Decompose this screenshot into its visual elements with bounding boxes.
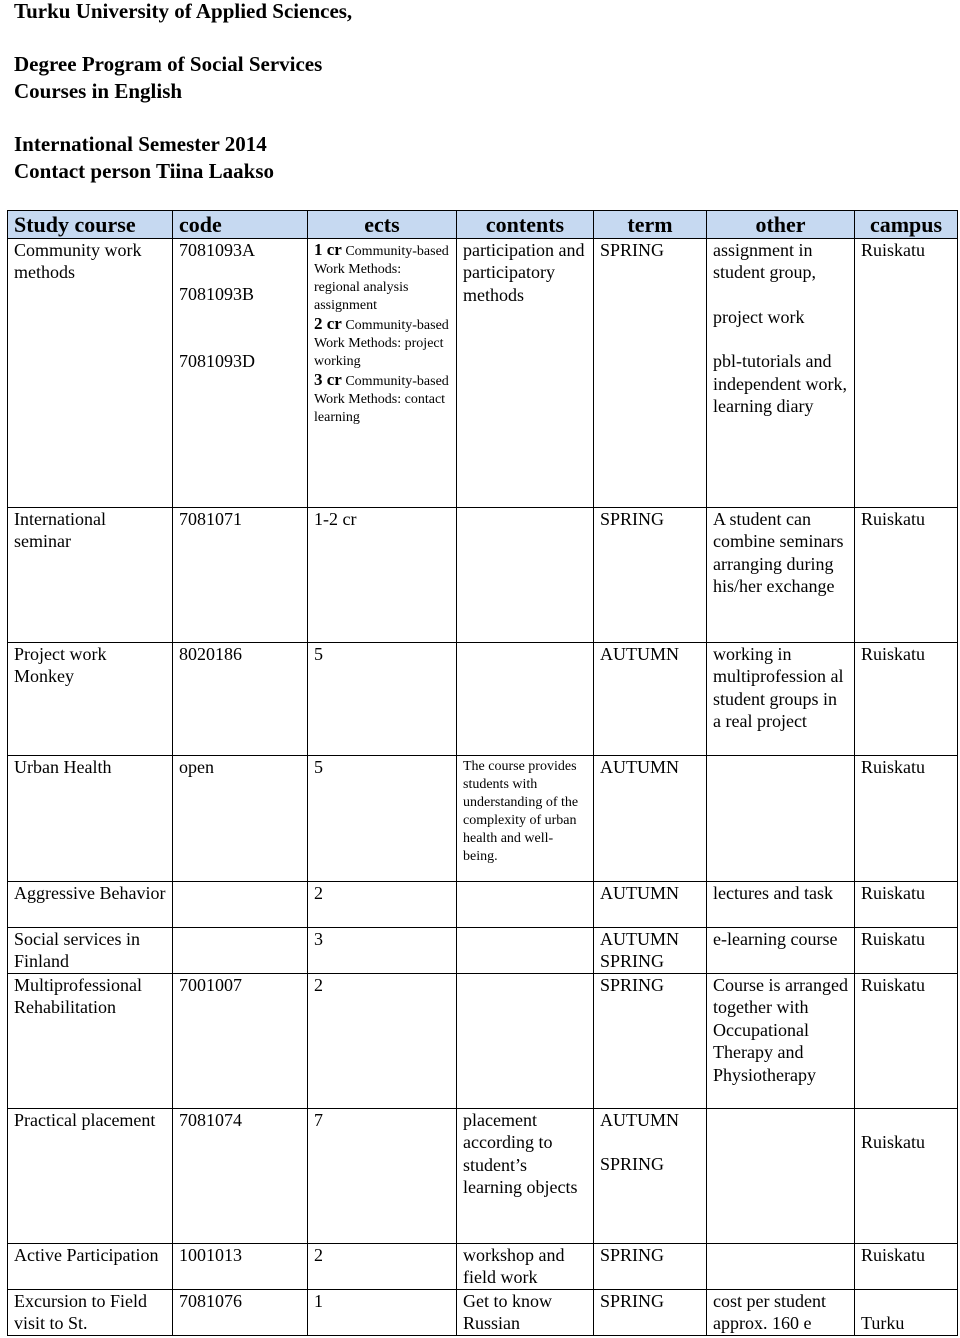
course-other: working in multiprofession al student groups in a real project <box>707 643 855 756</box>
contact-person: Contact person Tiina Laakso <box>14 159 275 183</box>
course-name: International seminar <box>8 508 173 643</box>
ects-3-desc: Community-based Work Methods: contact learning <box>314 374 449 425</box>
course-campus: Ruiskatu <box>855 882 958 928</box>
course-other <box>707 239 855 508</box>
course-code: 7081071 <box>173 508 308 643</box>
course-name: Project work Monkey <box>8 643 173 756</box>
course-name: Aggressive Behavior <box>8 882 173 928</box>
course-contents: participation and participatory methods <box>457 239 594 508</box>
col-header-campus: campus <box>855 211 958 239</box>
table-row <box>8 882 958 928</box>
course-contents: The course provides students with understanding of the complexity of urban health and well-being. <box>457 756 594 882</box>
university-title: Turku University of Applied Sciences, <box>14 0 353 23</box>
course-term: AUTUMN <box>594 882 707 928</box>
course-campus: Ruiskatu <box>855 239 958 508</box>
course-table <box>7 210 958 1336</box>
ects-2-cr: 2 cr <box>314 314 342 333</box>
course-term: AUTUMN <box>594 643 707 756</box>
course-name: Urban Health <box>8 756 173 882</box>
course-code: 1001013 <box>173 1244 308 1290</box>
course-campus: Ruiskatu <box>855 974 958 1109</box>
term-2: SPRING <box>600 951 665 972</box>
col-header-term: term <box>594 211 707 239</box>
table-row <box>8 928 958 974</box>
course-term: SPRING <box>594 508 707 643</box>
course-name: Active Participation <box>8 1244 173 1290</box>
table-row <box>8 756 958 882</box>
code-d: 7081093D <box>179 350 255 371</box>
course-ects: 7 <box>308 1109 457 1244</box>
course-ects: 5 <box>308 643 457 756</box>
course-campus: Ruiskatu <box>855 1109 958 1244</box>
table-row <box>8 508 958 643</box>
course-campus: Turku <box>855 1290 958 1336</box>
other-3: pbl-tutorials and independent work, learning diary <box>713 351 847 417</box>
course-ects: 2 <box>308 1244 457 1290</box>
course-other: A student can combine seminars arranging during his/her exchange <box>707 508 855 643</box>
course-term <box>594 928 707 974</box>
code-b: 7081093B <box>179 284 255 305</box>
course-other <box>707 756 855 882</box>
course-other: e-learning course <box>707 928 855 974</box>
course-name: Community work methods <box>8 239 173 508</box>
other-1: assignment in student group, <box>713 240 816 283</box>
course-code: open <box>173 756 308 882</box>
course-term: SPRING <box>594 1244 707 1290</box>
course-contents <box>457 882 594 928</box>
table-row <box>8 1244 958 1290</box>
course-name: Excursion to Field visit to St. <box>8 1290 173 1336</box>
course-other: Course is arranged together with Occupational Therapy and Physiotherapy <box>707 974 855 1109</box>
table-header-row <box>8 211 958 239</box>
ects-2-desc: Community-based Work Methods: project working <box>314 318 449 369</box>
course-code: 8020186 <box>173 643 308 756</box>
table-row <box>8 643 958 756</box>
course-term: AUTUMN <box>594 756 707 882</box>
code-a: 7081093A <box>179 240 255 260</box>
course-ects: 3 <box>308 928 457 974</box>
course-term <box>594 1109 707 1244</box>
course-code <box>173 928 308 974</box>
course-campus: Ruiskatu <box>855 756 958 882</box>
course-other <box>707 1109 855 1244</box>
term-1: AUTUMN <box>600 1110 679 1130</box>
term-1: AUTUMN <box>600 929 679 949</box>
table-row <box>8 974 958 1109</box>
course-term: SPRING <box>594 239 707 508</box>
table-row <box>8 1109 958 1244</box>
ects-1-desc: Community-based Work Methods: regional analysis assignment <box>314 244 449 313</box>
course-ects: 1 <box>308 1290 457 1336</box>
term-2: SPRING <box>600 1154 665 1175</box>
ects-3-cr: 3 cr <box>314 370 342 389</box>
course-campus: Ruiskatu <box>855 508 958 643</box>
col-header-code: code <box>173 211 308 239</box>
course-other: cost per student approx. 160 e <box>707 1290 855 1336</box>
course-campus: Ruiskatu <box>855 928 958 974</box>
semester-title: International Semester 2014 <box>14 132 267 156</box>
course-code: 7081076 <box>173 1290 308 1336</box>
table-row <box>8 239 958 508</box>
course-ects: 2 <box>308 882 457 928</box>
course-other: lectures and task <box>707 882 855 928</box>
course-ects: 5 <box>308 756 457 882</box>
course-name: Practical placement <box>8 1109 173 1244</box>
degree-program-title: Degree Program of Social Services <box>14 52 323 76</box>
other-2: project work <box>713 306 805 327</box>
course-contents <box>457 643 594 756</box>
course-contents: workshop and field work <box>457 1244 594 1290</box>
course-contents <box>457 508 594 643</box>
ects-1-cr: 1 cr <box>314 240 342 259</box>
table-row <box>8 1290 958 1336</box>
course-name: Multiprofessional Rehabilitation <box>8 974 173 1109</box>
course-contents: Get to know Russian <box>457 1290 594 1336</box>
course-code: 7081074 <box>173 1109 308 1244</box>
course-ects <box>308 239 457 508</box>
course-ects: 2 <box>308 974 457 1109</box>
col-header-ects: ects <box>308 211 457 239</box>
course-ects: 1-2 cr <box>308 508 457 643</box>
course-code <box>173 882 308 928</box>
course-name: Social services in Finland <box>8 928 173 974</box>
course-campus: Ruiskatu <box>855 1244 958 1290</box>
col-header-study-course: Study course <box>8 211 173 239</box>
course-term: SPRING <box>594 1290 707 1336</box>
course-term: SPRING <box>594 974 707 1109</box>
course-contents <box>457 928 594 974</box>
courses-language-title: Courses in English <box>14 79 183 103</box>
col-header-contents: contents <box>457 211 594 239</box>
course-contents: placement according to student’s learning objects <box>457 1109 594 1244</box>
course-other <box>707 1244 855 1290</box>
course-campus: Ruiskatu <box>855 643 958 756</box>
course-code: 7001007 <box>173 974 308 1109</box>
col-header-other: other <box>707 211 855 239</box>
course-contents <box>457 974 594 1109</box>
course-code <box>173 239 308 508</box>
